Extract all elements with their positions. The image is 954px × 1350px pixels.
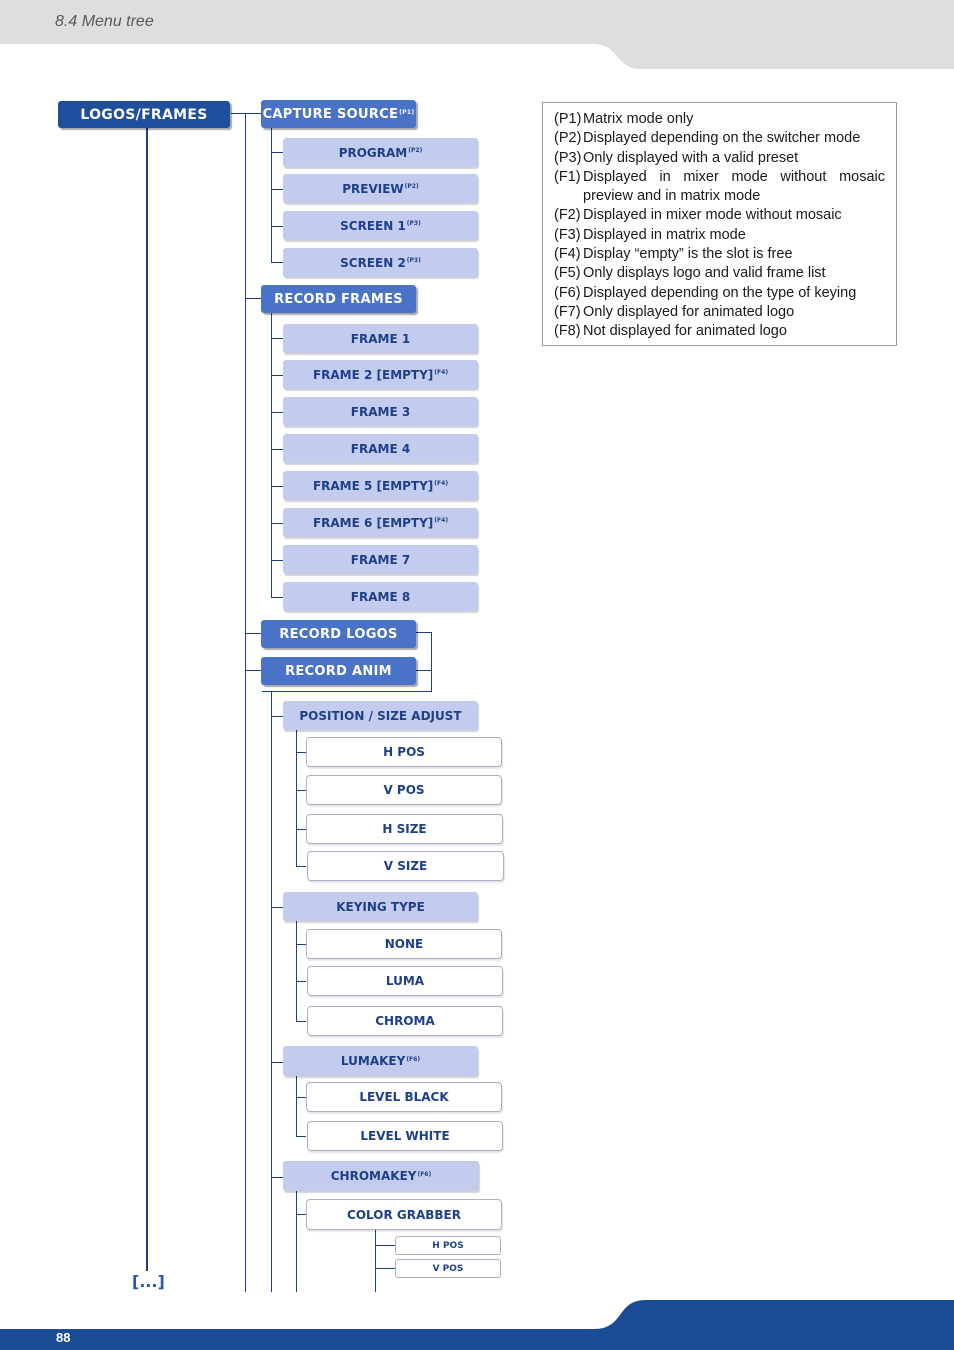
h-size-label: H SIZE	[382, 822, 427, 836]
connector-level-white	[296, 1136, 306, 1137]
menu-chromakey[interactable]	[283, 1161, 479, 1191]
legend-row	[554, 226, 885, 245]
legend-text: Only displayed for animated logo	[583, 303, 795, 320]
lumakey-note: (F6)	[406, 1055, 421, 1063]
record-logos-label: RECORD LOGOS	[279, 626, 398, 642]
legend-text: Not displayed for animated logo	[583, 323, 787, 340]
menu-v-size[interactable]	[307, 851, 504, 881]
frame-3-label: FRAME 3	[350, 404, 411, 419]
menu-root-logos-frames[interactable]	[58, 101, 230, 128]
legend-row	[554, 322, 885, 341]
menu-capture-source[interactable]	[261, 100, 416, 128]
menu-keying-type[interactable]	[283, 892, 478, 921]
chroma-label: CHROMA	[375, 1014, 435, 1028]
frame-6-note: (F4)	[434, 517, 449, 524]
menu-color-grabber[interactable]	[306, 1199, 502, 1230]
menu-program[interactable]	[283, 138, 478, 167]
position-branch-line	[296, 730, 297, 867]
connector-v-size	[296, 866, 306, 867]
menu-v-pos[interactable]	[306, 775, 502, 805]
menu-level-white[interactable]	[307, 1121, 503, 1151]
connector-keying-type	[271, 907, 283, 908]
frame-6-label: FRAME 6 [EMPTY]	[312, 515, 434, 530]
v-size-label: V SIZE	[383, 859, 428, 873]
root-connector-line	[231, 113, 245, 114]
connector-preview	[271, 189, 283, 190]
connector-record-frames	[245, 298, 261, 299]
connector-none	[296, 944, 306, 945]
menu-grabber-v-pos[interactable]	[395, 1259, 501, 1278]
legend-key: (F7)	[554, 303, 581, 320]
frame-5-note: (F4)	[434, 480, 449, 487]
menu-screen-2[interactable]	[283, 248, 478, 277]
v-pos-label: V POS	[383, 783, 425, 797]
keying-type-label: KEYING TYPE	[336, 899, 425, 914]
menu-frame-7[interactable]	[283, 545, 478, 574]
capture-branch-line	[271, 128, 272, 263]
footer-band	[0, 1300, 954, 1350]
logos-anim-bracket-mid	[416, 670, 431, 671]
legend-row	[554, 284, 885, 303]
connector-h-size	[296, 829, 306, 830]
legend-text: Only displays logo and valid frame list	[583, 265, 826, 282]
frames-branch-line	[271, 313, 272, 598]
menu-record-logos[interactable]	[261, 620, 416, 648]
legend-key: (P2)	[554, 130, 582, 147]
keying-branch-line	[296, 921, 297, 1022]
legend-key: (F8)	[554, 323, 581, 340]
tree-continuation-ellipsis: [...]	[132, 1272, 165, 1291]
menu-none[interactable]	[306, 929, 502, 959]
menu-position-size-adjust[interactable]	[283, 701, 478, 730]
legend-text: Display “empty” is the slot is free	[583, 246, 793, 263]
legend-text: Displayed in matrix mode	[583, 226, 746, 243]
connector-frame-3	[271, 412, 283, 413]
preview-label: PREVIEW	[342, 181, 404, 196]
legend-row	[554, 245, 885, 264]
menu-chroma[interactable]	[307, 1006, 503, 1036]
legend-row	[554, 129, 885, 148]
legend-row	[554, 206, 885, 225]
connector-level-black	[296, 1097, 306, 1098]
screen-1-note: (P3)	[406, 220, 421, 227]
connector-frame-5	[271, 486, 283, 487]
grabber-h-pos-label: H POS	[432, 1240, 464, 1251]
legend-key: (F1)	[554, 168, 581, 185]
footnote-legend	[542, 102, 897, 346]
legend-row	[554, 264, 885, 283]
legend-key: (F2)	[554, 207, 581, 224]
connector-frame-7	[271, 560, 283, 561]
legend-key: (P3)	[554, 149, 582, 166]
menu-level-black[interactable]	[306, 1082, 502, 1112]
level-white-label: LEVEL WHITE	[360, 1129, 450, 1143]
legend-key: (F4)	[554, 246, 581, 263]
chromakey-branch-line	[296, 1191, 297, 1292]
menu-screen-1[interactable]	[283, 211, 478, 240]
level1-trunk-line	[245, 113, 246, 1292]
luma-label: LUMA	[385, 974, 425, 988]
legend-text: Displayed depending on the switcher mode	[583, 130, 861, 147]
connector-lumakey	[271, 1062, 283, 1063]
frame-4-label: FRAME 4	[350, 441, 411, 456]
menu-grabber-h-pos[interactable]	[395, 1236, 501, 1255]
color-grabber-label: COLOR GRABBER	[347, 1207, 461, 1222]
legend-key: (P1)	[554, 111, 582, 127]
menu-frame-1[interactable]	[283, 324, 478, 353]
frame-2-note: (F4)	[434, 369, 449, 376]
legend-text: Displayed in mixer mode without mosaic	[583, 207, 842, 224]
screen-1-label: SCREEN 1	[340, 218, 406, 233]
none-label: NONE	[384, 937, 424, 951]
logos-anim-bracket-bottom	[262, 691, 432, 692]
lumakey-branch-line	[296, 1076, 297, 1137]
connector-program	[271, 152, 283, 153]
connector-v-pos	[296, 790, 306, 791]
connector-chromakey	[271, 1177, 283, 1178]
connector-frame-1	[271, 338, 283, 339]
menu-record-anim[interactable]	[261, 657, 416, 685]
preview-note: (P2)	[404, 183, 419, 190]
page-number: 88	[56, 1330, 71, 1345]
root-stem-line	[146, 128, 148, 1271]
logos-anim-bracket-top	[416, 632, 431, 633]
connector-screen-2	[271, 262, 283, 263]
level-black-label: LEVEL BLACK	[359, 1090, 449, 1104]
frame-2-label: FRAME 2 [EMPTY]	[312, 367, 434, 382]
legend-text: Displayed depending on the type of keying	[583, 284, 857, 301]
legend-text: Matrix mode only	[583, 111, 694, 127]
connector-grabber-h-pos	[375, 1245, 395, 1246]
legend-text: Displayed in mixer mode without mosaic preview and in matrix mode	[583, 168, 885, 205]
menu-preview[interactable]	[283, 174, 478, 203]
frame-5-label: FRAME 5 [EMPTY]	[312, 478, 434, 493]
connector-color-grabber	[296, 1214, 306, 1215]
position-size-label: POSITION / SIZE ADJUST	[299, 708, 462, 723]
menu-luma[interactable]	[307, 966, 503, 996]
connector-chroma	[296, 1021, 306, 1022]
grabber-v-pos-label: V POS	[432, 1263, 464, 1274]
connector-frame-2	[271, 375, 283, 376]
grabber-branch-line	[375, 1230, 376, 1292]
menu-h-pos[interactable]	[306, 737, 502, 767]
record-frames-label: RECORD FRAMES	[274, 291, 403, 307]
frame-1-label: FRAME 1	[350, 331, 411, 346]
connector-screen-1	[271, 226, 283, 227]
connector-position-size	[271, 716, 283, 717]
menu-lumakey[interactable]	[283, 1046, 478, 1076]
connector-frame-4	[271, 449, 283, 450]
legend-key: (F6)	[554, 284, 581, 301]
legend-row	[554, 303, 885, 322]
connector-capture-source	[245, 113, 261, 114]
menu-frame-6[interactable]	[283, 508, 478, 537]
chromakey-note: (F6)	[417, 1170, 432, 1178]
menu-frame-2[interactable]	[283, 360, 478, 389]
header-band	[0, 0, 954, 70]
program-note: (P2)	[408, 147, 423, 154]
connector-grabber-v-pos	[375, 1268, 395, 1269]
legend-row	[554, 110, 885, 129]
program-label: PROGRAM	[338, 145, 408, 160]
legend-text: Only displayed with a valid preset	[583, 149, 799, 166]
legend-row	[554, 149, 885, 168]
logos-anim-bracket-side	[431, 632, 432, 692]
lumakey-label: LUMAKEY	[340, 1054, 406, 1068]
menu-frame-5[interactable]	[283, 471, 478, 500]
connector-record-anim	[245, 670, 261, 671]
menu-frame-8[interactable]	[283, 582, 478, 611]
legend-key: (F3)	[554, 226, 581, 243]
legend-key: (F5)	[554, 265, 581, 282]
menu-frame-4[interactable]	[283, 434, 478, 463]
screen-2-label: SCREEN 2	[340, 255, 406, 270]
record-anim-label: RECORD ANIM	[285, 663, 392, 679]
connector-h-pos	[296, 752, 306, 753]
capture-source-label: CAPTURE SOURCE	[262, 106, 399, 122]
section-title: 8.4 Menu tree	[55, 13, 154, 30]
connector-frame-8	[271, 597, 283, 598]
connector-luma	[296, 981, 306, 982]
menu-root-label: LOGOS/FRAMES	[80, 106, 208, 123]
anim-branch-line	[271, 691, 272, 1292]
frame-8-label: FRAME 8	[350, 589, 411, 604]
frame-7-label: FRAME 7	[350, 552, 411, 567]
screen-2-note: (P3)	[406, 257, 421, 264]
menu-record-frames[interactable]	[261, 285, 416, 313]
h-pos-label: H POS	[383, 745, 425, 759]
chromakey-label: CHROMAKEY	[330, 1169, 417, 1183]
capture-source-note: (P1)	[399, 108, 415, 116]
connector-frame-6	[271, 523, 283, 524]
legend-row	[554, 168, 885, 207]
connector-record-logos	[245, 633, 261, 634]
menu-frame-3[interactable]	[283, 397, 478, 426]
menu-h-size[interactable]	[306, 814, 503, 844]
